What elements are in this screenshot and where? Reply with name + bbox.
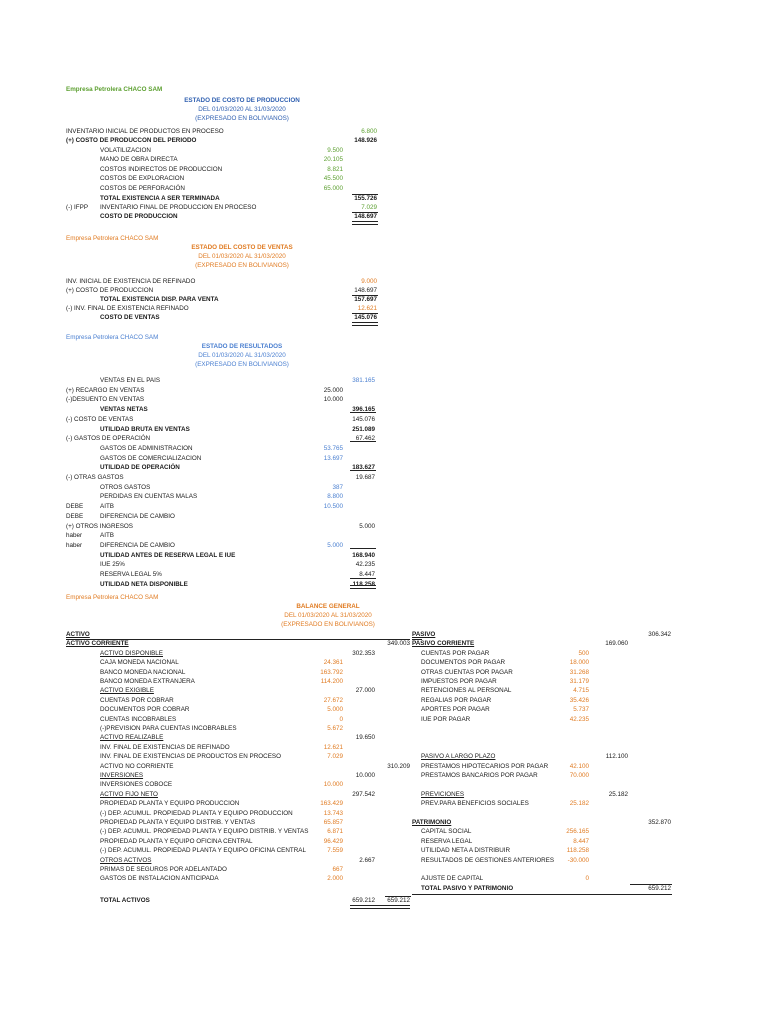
balance-value: 8.447 (573, 838, 589, 845)
currency-2: (EXPRESADO EN BOLIVIANOS) (195, 262, 289, 269)
row-label: (+) RECARGO EN VENTAS (66, 387, 145, 394)
row-value: 25.000 (323, 387, 343, 394)
balance-value: 500 (578, 650, 589, 657)
balance-value: 2.000 (327, 875, 343, 882)
row-label: MANO DE OBRA DIRECTA (100, 156, 178, 163)
row-value: 148.926 (354, 137, 377, 144)
row-value: 148.697 (354, 287, 377, 294)
row-label: IUE 25% (100, 561, 125, 568)
balance-value: 114.200 (320, 678, 343, 685)
period-1: DEL 01/03/2020 AL 31/03/2020 (198, 106, 286, 113)
balance-right-label: PASIVO CORRIENTE (412, 640, 475, 647)
row-label: GASTOS DE ADMINISTRACION (100, 445, 193, 452)
balance-value: 118.258 (566, 847, 589, 854)
balance-right-label: REGALIAS POR PAGAR (421, 697, 492, 704)
balance-value: 12.621 (323, 744, 343, 751)
balance-value: 31.179 (569, 678, 589, 685)
row-label: (-)DESUENTO EN VENTAS (66, 396, 145, 403)
row-label: AITB (100, 503, 114, 510)
row-value: 251.089 (352, 426, 375, 433)
balance-value: 5.000 (327, 706, 343, 713)
company-name-2: Empresa Petrolera CHACO SAM (66, 235, 159, 242)
balance-value: 31.268 (569, 669, 589, 676)
balance-right-label: PRESTAMOS BANCARIOS POR PAGAR (421, 772, 538, 779)
balance-right-label: PRESTAMOS HIPOTECARIOS POR PAGAR (421, 763, 549, 770)
row-value: 8.447 (359, 571, 375, 578)
company-name-3: Empresa Petrolera CHACO SAM (66, 334, 159, 341)
balance-value: 306.342 (648, 631, 671, 638)
row-value: 145.076 (354, 314, 377, 321)
balance-left-label: ACTIVO EXIGIBLE (100, 687, 154, 694)
balance-left-label: DOCUMENTOS POR COBRAR (100, 706, 190, 713)
row-value: 19.687 (355, 474, 375, 481)
balance-left-label: ACTIVO DISPONIBLE (100, 650, 163, 657)
row-label: INVENTARIO INICIAL DE PRODUCTOS EN PROCESO (66, 128, 224, 135)
row-label: DIFERENCIA DE CAMBIO (100, 542, 175, 549)
row-label: (-) INV. FINAL DE EXISTENCIA REFINADO (66, 305, 189, 312)
total-activos-value: 659.212 (387, 897, 410, 904)
subtotal-rule (350, 548, 376, 549)
row-value: 387 (332, 484, 343, 491)
balance-value: 0 (339, 716, 343, 723)
balance-left-label: BANCO MONEDA EXTRANJERA (100, 678, 195, 685)
balance-value: 35.426 (569, 697, 589, 704)
total-pasivo-value: 659.212 (648, 885, 671, 892)
row-value: 157.697 (354, 296, 377, 303)
balance-right-label: RESERVA LEGAL (421, 838, 473, 845)
balance-value: 42.100 (569, 763, 589, 770)
row-value: 5.000 (359, 523, 375, 530)
row-value: 155.726 (354, 195, 377, 202)
row-label: RESERVA LEGAL 5% (100, 571, 162, 578)
row-value: 9.000 (361, 278, 377, 285)
balance-left-label: ACTIVO REALIZABLE (100, 734, 164, 741)
row-label: UTILIDAD BRUTA EN VENTAS (100, 426, 190, 433)
balance-value: 297.542 (352, 791, 375, 798)
row-label: VOLATILIZACION (100, 147, 151, 154)
period-3: DEL 01/03/2020 AL 31/03/2020 (198, 352, 286, 359)
row-value: 6.800 (361, 128, 377, 135)
currency-1: (EXPRESADO EN BOLIVIANOS) (195, 115, 289, 122)
row-prefix: DEBE (66, 503, 84, 510)
row-prefix: DEBE (66, 513, 84, 520)
row-label: AITB (100, 532, 114, 539)
row-prefix: haber (66, 542, 83, 549)
row-label: OTROS GASTOS (100, 484, 151, 491)
total-activos-value: 659.212 (352, 897, 375, 904)
balance-left-label: OTROS ACTIVOS (100, 857, 152, 864)
row-value: 45.500 (323, 175, 343, 182)
row-label: (-) COSTO DE VENTAS (66, 416, 134, 423)
balance-value: 13.743 (323, 810, 343, 817)
balance-right-label: IMPUESTOS POR PAGAR (421, 678, 497, 685)
row-value: 53.765 (323, 445, 343, 452)
currency-4: (EXPRESADO EN BOLIVIANOS) (281, 621, 375, 628)
balance-value: 163.792 (320, 669, 343, 676)
balance-left-label: ACTIVO FIJO NETO (100, 791, 158, 798)
balance-left-label: (-)PREVISION PARA CUENTAS INCOBRABLES (100, 725, 237, 732)
row-label: COSTO DE VENTAS (100, 314, 160, 321)
row-value: 381.165 (352, 377, 375, 384)
subtotal-rule (66, 639, 410, 640)
balance-value: 10.000 (355, 772, 375, 779)
balance-left-label: INVERSIONES COBOCE (100, 781, 173, 788)
total-double-rule (352, 322, 378, 326)
balance-right-label: APORTES POR PAGAR (421, 706, 490, 713)
balance-value: 256.165 (566, 828, 589, 835)
row-label: TOTAL EXISTENCIA A SER TERMINADA (100, 195, 220, 202)
balance-left-label: (-) DEP. ACUMUL. PROPIEDAD PLANTA Y EQUIPO DISTRIB. Y VENTAS (100, 828, 309, 835)
balance-left-label: INV. FINAL DE EXISTENCIAS DE PRODUCTOS EN PROCESO (100, 753, 282, 760)
balance-value: 27.672 (323, 697, 343, 704)
balance-value: 5.737 (573, 706, 589, 713)
row-value: 8.800 (327, 493, 343, 500)
row-value: 5.000 (327, 542, 343, 549)
balance-value: 667 (332, 866, 343, 873)
subtotal-rule (412, 639, 422, 640)
balance-left-label: INV. FINAL DE EXISTENCIAS DE REFINADO (100, 744, 230, 751)
balance-right-label: CUENTAS POR PAGAR (421, 650, 490, 657)
balance-left-label: PRIMAS DE SEGUROS POR ADELANTADO (100, 866, 227, 873)
subtotal-rule (630, 884, 672, 885)
subtotal-rule (412, 894, 672, 895)
balance-value: 18.000 (569, 659, 589, 666)
balance-value: -30.000 (567, 857, 589, 864)
row-value: 42.235 (355, 561, 375, 568)
balance-value: 42.235 (569, 716, 589, 723)
balance-left-label: PROPIEDAD PLANTA Y EQUIPO DISTRIB. Y VENTAS (100, 819, 256, 826)
row-label: UTILIDAD NETA DISPONIBLE (100, 581, 188, 588)
balance-left-label: CUENTAS POR COBRAR (100, 697, 174, 704)
row-value: 183.627 (352, 464, 375, 471)
row-value: 20.105 (323, 156, 343, 163)
row-label: TOTAL EXISTENCIA DISP. PARA VENTA (100, 296, 219, 303)
company-name-1: Empresa Petrolera CHACO SAM (66, 86, 163, 93)
balance-value: 27.000 (355, 687, 375, 694)
balance-value: 5.672 (327, 725, 343, 732)
balance-right-label: PASIVO (412, 631, 436, 638)
balance-value: 163.429 (320, 800, 343, 807)
row-value: 148.697 (354, 213, 377, 220)
row-label: INV. INICIAL DE EXISTENCIA DE REFINADO (66, 278, 196, 285)
balance-left-label: (-) DEP. ACUMUL. PROPIEDAD PLANTA Y EQUIPO PRODUCCION (100, 810, 293, 817)
row-label: (+) COSTO DE PRODUCCION (66, 287, 154, 294)
subtotal-rule (350, 470, 376, 471)
row-value: 12.621 (357, 305, 377, 312)
row-value: 67.462 (355, 435, 375, 442)
subtotal-rule (350, 441, 376, 442)
row-label: COSTOS DE PERFORACIÓN (100, 185, 185, 192)
balance-value: 352.870 (648, 819, 671, 826)
balance-left-label: ACTIVO CORRIENTE (66, 640, 129, 647)
period-4: DEL 01/03/2020 AL 31/03/2020 (284, 612, 372, 619)
subtotal-rule (385, 896, 411, 897)
balance-left-label: BANCO MONEDA NACIONAL (100, 669, 186, 676)
balance-value: 4.715 (573, 687, 589, 694)
row-label: (+) COSTO DE PRODUCCON DEL PERIODO (66, 137, 197, 144)
row-label: COSTOS DE EXPLORACION (100, 175, 185, 182)
balance-right-label: OTRAS CUENTAS POR PAGAR (421, 669, 513, 676)
balance-left-label: PROPIEDAD PLANTA Y EQUIPO PRODUCCION (100, 800, 240, 807)
total-double-rule (350, 585, 376, 589)
balance-right-label: CAPITAL SOCIAL (421, 828, 472, 835)
balance-value: 0 (585, 875, 589, 882)
balance-value: 7.029 (327, 753, 343, 760)
row-label: GASTOS DE COMERCIALIZACION (100, 455, 202, 462)
balance-value: 10.000 (323, 781, 343, 788)
row-prefix: haber (66, 532, 83, 539)
company-name-4: Empresa Petrolera CHACO SAM (66, 594, 159, 601)
balance-left-label: ACTIVO (66, 631, 90, 638)
row-value: 396.165 (352, 406, 375, 413)
subtotal-rule (350, 578, 376, 579)
row-label: (-) OTRAS GASTOS (66, 474, 124, 481)
subtotal-rule (352, 295, 378, 296)
row-value: 65.000 (323, 185, 343, 192)
subtotal-rule (352, 194, 378, 195)
balance-value: 19.650 (355, 734, 375, 741)
row-label: DIFERENCIA DE CAMBIO (100, 513, 175, 520)
subtotal-rule (352, 313, 378, 314)
balance-value: 112.100 (605, 753, 628, 760)
subtotal-rule (350, 412, 376, 413)
balance-value: 24.361 (323, 659, 343, 666)
total-double-rule (352, 221, 378, 225)
balance-value: 2.667 (359, 857, 375, 864)
total-pasivo-label: TOTAL PASIVO Y PATRIMONIO (421, 885, 514, 892)
subtotal-rule (352, 212, 378, 213)
row-value: 145.076 (352, 416, 375, 423)
balance-value: 25.182 (608, 791, 628, 798)
section-title-costo-produccion: ESTADO DE COSTO DE PRODUCCION (184, 97, 300, 104)
row-value: 10.000 (323, 396, 343, 403)
balance-value: 96.429 (323, 838, 343, 845)
balance-right-label: RESULTADOS DE GESTIONES ANTERIORES (421, 857, 555, 864)
period-2: DEL 01/03/2020 AL 31/03/2020 (198, 253, 286, 260)
balance-value: 25.182 (569, 800, 589, 807)
row-value: 13.697 (323, 455, 343, 462)
balance-right-label: PATRIMONIO (412, 819, 452, 826)
balance-right-label: PREV.PARA BENEFICIOS SOCIALES (421, 800, 529, 807)
balance-right-label: AJUSTE DE CAPITAL (421, 875, 484, 882)
row-label: VENTAS EN EL PAIS (100, 377, 161, 384)
balance-value: 6.871 (327, 828, 343, 835)
balance-left-label: INVERSIONES (100, 772, 144, 779)
row-label: (-) GASTOS DE OPERACIÓN (66, 435, 151, 442)
row-label: UTILIDAD ANTES DE RESERVA LEGAL E IUE (100, 552, 236, 559)
balance-right-label: UTILIDAD NETA A DISTRIBUIR (421, 847, 511, 854)
balance-left-label: GASTOS DE INSTALACION ANTICIPADA (100, 875, 219, 882)
balance-value: 169.060 (605, 640, 628, 647)
balance-left-label: CUENTAS INCOBRABLES (100, 716, 177, 723)
total-double-rule (350, 905, 410, 909)
balance-right-label: PREVICIONES (421, 791, 465, 798)
balance-value: 302.353 (352, 650, 375, 657)
balance-left-label: CAJA MONEDA NACIONAL (100, 659, 179, 666)
balance-right-label: DOCUMENTOS POR PAGAR (421, 659, 506, 666)
row-label: (+) OTROS INGRESOS (66, 523, 133, 530)
row-value: 8.821 (327, 166, 343, 173)
balance-left-label: ACTIVO NO CORRIENTE (100, 763, 174, 770)
row-value: 118.258 (352, 581, 375, 588)
row-label: COSTOS INDIRECTOS DE PRODUCCION (100, 166, 223, 173)
balance-value: 349.003 (387, 640, 410, 647)
row-label: UTILIDAD DE OPERACIÓN (100, 464, 180, 471)
balance-right-label: RETENCIONES AL PERSONAL (421, 687, 512, 694)
balance-value: 310.209 (387, 763, 410, 770)
balance-value: 65.857 (323, 819, 343, 826)
currency-3: (EXPRESADO EN BOLIVIANOS) (195, 361, 289, 368)
balance-left-label: (-) DEP. ACUMUL. PROPIEDAD PLANTA Y EQUIPO OFICINA CENTRAL (100, 847, 306, 854)
balance-left-label: PROPIEDAD PLANTA Y EQUIPO OFICINA CENTRAL (100, 838, 253, 845)
balance-value: 70.000 (569, 772, 589, 779)
row-value: 168.940 (352, 552, 375, 559)
section-title-estado-resultados: ESTADO DE RESULTADOS (201, 343, 283, 350)
total-activos-label: TOTAL ACTIVOS (100, 897, 150, 904)
row-value: 9.500 (327, 147, 343, 154)
balance-value: 7.559 (327, 847, 343, 854)
balance-right-label: PASIVO A LARGO PLAZO (421, 753, 496, 760)
row-value: 7.029 (361, 204, 377, 211)
section-title-costo-ventas: ESTADO DEL COSTO DE VENTAS (191, 244, 293, 251)
row-label: COSTO DE PRODUCCION (100, 213, 178, 220)
row-value: 10.500 (323, 503, 343, 510)
section-title-balance-general: BALANCE GENERAL (296, 603, 360, 610)
row-label: INVENTARIO FINAL DE PRODUCCION EN PROCESO (100, 204, 257, 211)
balance-right-label: IUE POR PAGAR (421, 716, 471, 723)
row-prefix: (-) IFPP (66, 204, 89, 211)
row-label: PERDIDAS EN CUENTAS MALAS (100, 493, 198, 500)
row-label: VENTAS NETAS (100, 406, 148, 413)
